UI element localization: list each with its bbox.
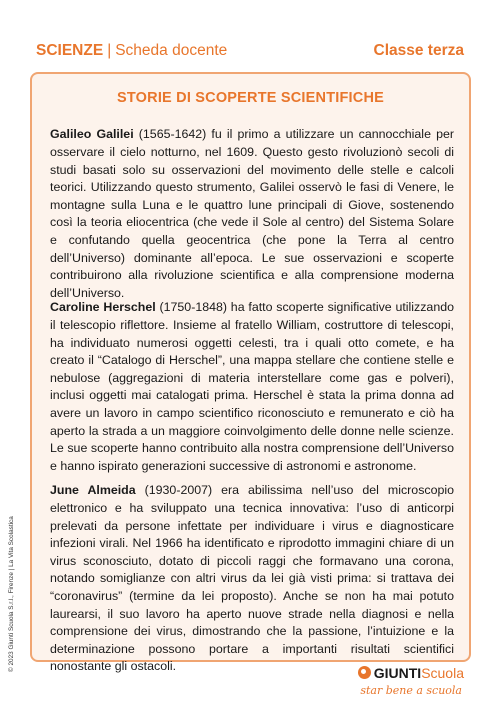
logo-brand-suffix: Scuola [421, 665, 464, 681]
card-title: STORIE DI SCOPERTE SCIENTIFICHE [117, 90, 384, 106]
giunti-scuola-logo [344, 665, 464, 705]
logo-mark-icon [358, 666, 371, 679]
section-text: (1750-1848) ha fatto scoperte significative utilizzando il telescopio riflettore. Insieme al fratello William, costruttore di telescopi, ha individuato numerosi oggetti celesti, tra i quali otto comete, e ha creato il “Catalogo di Herschel”, una mappa stellare che contiene stelle e nebulose (aggregazioni di materia interstellare come gas e polveri), inclusi oggetti mai catalogati prima. Herschel è stata la prima donna ad avere un lavoro in campo scientifico riconosciuto e remunerato e ciò ha aperto la strada a un maggiore coinvolgimento delle donne nelle scienze. Le sue scoperte hanno contribuito alla nostra comprensione dell’Universo e hanno ispirato generazioni successive di astronomi e astronome. [50, 300, 454, 473]
section-text: (1930-2007) era abilissima nell’uso del microscopio elettronico e ha sviluppato una tecnica innovativa: l’uso di anticorpi prelevati da persone infettate per individuare i virus e diagnosticare infezioni virali. Nel 1966 ha identificato e riprodotto immagini chiare di un virus sconosciuto, dotato di piccoli raggi che formavano una corona, notando somiglianze con altri virus da lei già visti prima: si trattava dei “coronavirus” (termine da lei proposto). Anche se non ha mai potuto laurearsi, il suo lavoro ha aperto nuove strade nella diagnosi e nella comprensione dei virus, dimostrando che la passione, l’intuizione e la determinazione possono portare a importanti risultati scientifici nonostante gli ostacoli. [50, 483, 455, 674]
section-name: Galileo Galilei [50, 127, 134, 142]
section-name: June Almeida [50, 483, 136, 498]
page-header [36, 42, 464, 66]
class-level-label: Classe terza [373, 42, 464, 59]
subject-label: SCIENZE [36, 42, 104, 59]
logo-brand-name: GIUNTI [373, 665, 422, 681]
section-text: (1565-1642) fu il primo a utilizzare un cannocchiale per osservare il cielo notturno, nel 1609. Questo gesto rivoluzionò secoli di studi basati solo su osservazioni del movimento delle stelle e calcoli teorici. Utilizzando questo strumento, Galilei osservò le fasi di Venere, le montagne sulla Luna e le quattro lune principali di Giove, sostenendo così la teoria eliocentrica (che vede il Sole al centro) del Sistema Solare e confutando quella geocentrica (che pone la Terra al centro dell’Universo) dominante all’epoca. Le sue osservazioni e scoperte contribuirono alla rivoluzione scientifica e alla comprensione moderna dell’Universo. [50, 127, 454, 300]
logo-tagline: star bene a scuola [360, 684, 462, 697]
section-almeida [50, 482, 454, 676]
copyright-notice: © 2023 Giunti Scuola S.r.l., Firenze | La Vita Scolastica [8, 516, 15, 672]
logo-brand [358, 665, 464, 681]
section-herschel [50, 299, 454, 475]
section-name: Caroline Herschel [50, 300, 156, 315]
header-left [36, 42, 227, 60]
section-galileo [50, 126, 454, 302]
header-separator: | [107, 42, 112, 59]
doc-type-label: Scheda docente [115, 42, 228, 59]
